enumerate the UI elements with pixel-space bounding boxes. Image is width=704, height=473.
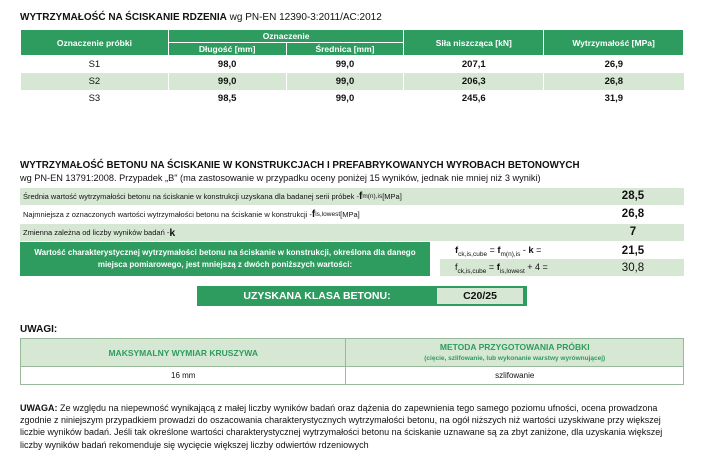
concrete-class-label: UZYSKANA KLASA BETONU: bbox=[243, 290, 391, 302]
strength-value: 26,9 bbox=[544, 56, 684, 73]
header-strength: Wytrzymałość [MPa] bbox=[544, 30, 684, 56]
header-sample: Oznaczenie próbki bbox=[21, 30, 169, 56]
concrete-strength-title: WYTRZYMAŁOŚĆ BETONU NA ŚCISKANIE W KONSTRUKCJACH I PREFABRYKOWANYCH WYROBACH BETONOWYCH bbox=[20, 160, 580, 171]
min-strength-value: 26,8 bbox=[621, 208, 645, 220]
k-variable-label: Zmienna zależna od liczby wyników badań - k bbox=[20, 224, 588, 241]
formula-2: $f_{ck,is,cube} = f_{is,lowest} + 4$ = bbox=[455, 262, 548, 275]
force-value: 207,1 bbox=[404, 56, 544, 73]
header-diameter: Średnica [mm] bbox=[286, 43, 404, 56]
header-dimensions: Oznaczenie bbox=[168, 30, 404, 43]
diameter-value: 99,0 bbox=[286, 56, 404, 73]
formula-1-value: 21,5 bbox=[621, 245, 645, 257]
formula-2-value: 30,8 bbox=[621, 262, 645, 274]
force-value: 206,3 bbox=[404, 73, 544, 90]
header-force: Siła niszcząca [kN] bbox=[404, 30, 544, 56]
diameter-value: 99,0 bbox=[286, 90, 404, 107]
concrete-class-value: C20/25 bbox=[437, 288, 523, 304]
core-strength-title: WYTRZYMAŁOŚĆ NA ŚCISKANIE RDZENIA wg PN-EN 12390-3:2011/AC:2012 bbox=[20, 12, 382, 23]
diameter-value: 99,0 bbox=[286, 73, 404, 90]
header-length: Długość [mm] bbox=[168, 43, 286, 56]
strength-value: 26,8 bbox=[544, 73, 684, 90]
strength-value: 31,9 bbox=[544, 90, 684, 107]
force-value: 245,6 bbox=[404, 90, 544, 107]
core-strength-table bbox=[20, 29, 684, 107]
concrete-strength-subtitle: wg PN-EN 13791:2008. Przypadek „B" (ma zastosowanie w przypadku oceny poniżej 15 wyników, jednak nie mniej niż 3 wyniki) bbox=[20, 173, 541, 183]
mean-strength-label: Średnia wartość wytrzymałości betonu na ściskanie w konstrukcji uzyskana dla badanej serii próbek - f m(n),is [MPa] bbox=[20, 188, 588, 205]
min-strength-label: Najmniejsza z oznaczonych wartości wytrzymałości betonu na ściskanie w konstrukcji - f is,lowest [MPa] bbox=[23, 209, 360, 220]
sample-id: S2 bbox=[21, 73, 169, 90]
preparation-value: szlifowanie bbox=[346, 367, 684, 385]
formula-1: $f_{ck,is,cube} = f_{m(n),is} - k$ = bbox=[455, 245, 542, 258]
k-variable-value: 7 bbox=[629, 226, 637, 238]
note-paragraph: UWAGA: Ze względu na niepewność wynikającą z małej liczby wyników badań oraz dążenia do zapewnienia tego samego poziomu ufności, ocena prowadzona zgodnie z niniejszym przypadkiem prowadzi do oszacowania charakterystycznych wytrzymałości betonu, na ogół niższych niż wartości uzyskiwane przy większej liczbie wyników badań. Jeśli tak określone wartości charakterystycznej wytrzymałości betonu na ściskanie uznawane są za zbyt zaniżone, dla uzyskania większej liczby wyników badań rekomenduje się wycięcie większej liczby odwiertów rdzeniowych bbox=[20, 403, 663, 450]
header-aggregate: MAKSYMALNY WYMIAR KRUSZYWA bbox=[21, 339, 346, 367]
length-value: 98,5 bbox=[168, 90, 286, 107]
sample-id: S1 bbox=[21, 56, 169, 73]
sample-id: S3 bbox=[21, 90, 169, 107]
remarks-table bbox=[20, 338, 684, 385]
remarks-title: UWAGI: bbox=[20, 324, 58, 335]
table-row bbox=[21, 56, 684, 73]
header-preparation: METODA PRZYGOTOWANIA PRÓBKI (cięcie, szlifowanie, lub wykonanie warstwy wyrównującej) bbox=[346, 339, 684, 367]
characteristic-strength-label: Wartość charakterystycznej wytrzymałości betonu na ściskanie w konstrukcji, określona dla danego miejsca pomiarowego, jest mniejszą z dwóch poniższych wartości: bbox=[20, 242, 430, 276]
table-row bbox=[21, 90, 684, 107]
length-value: 98,0 bbox=[168, 56, 286, 73]
mean-strength-value: 28,5 bbox=[621, 190, 645, 202]
aggregate-value: 16 mm bbox=[21, 367, 346, 385]
table-row bbox=[21, 73, 684, 90]
length-value: 99,0 bbox=[168, 73, 286, 90]
